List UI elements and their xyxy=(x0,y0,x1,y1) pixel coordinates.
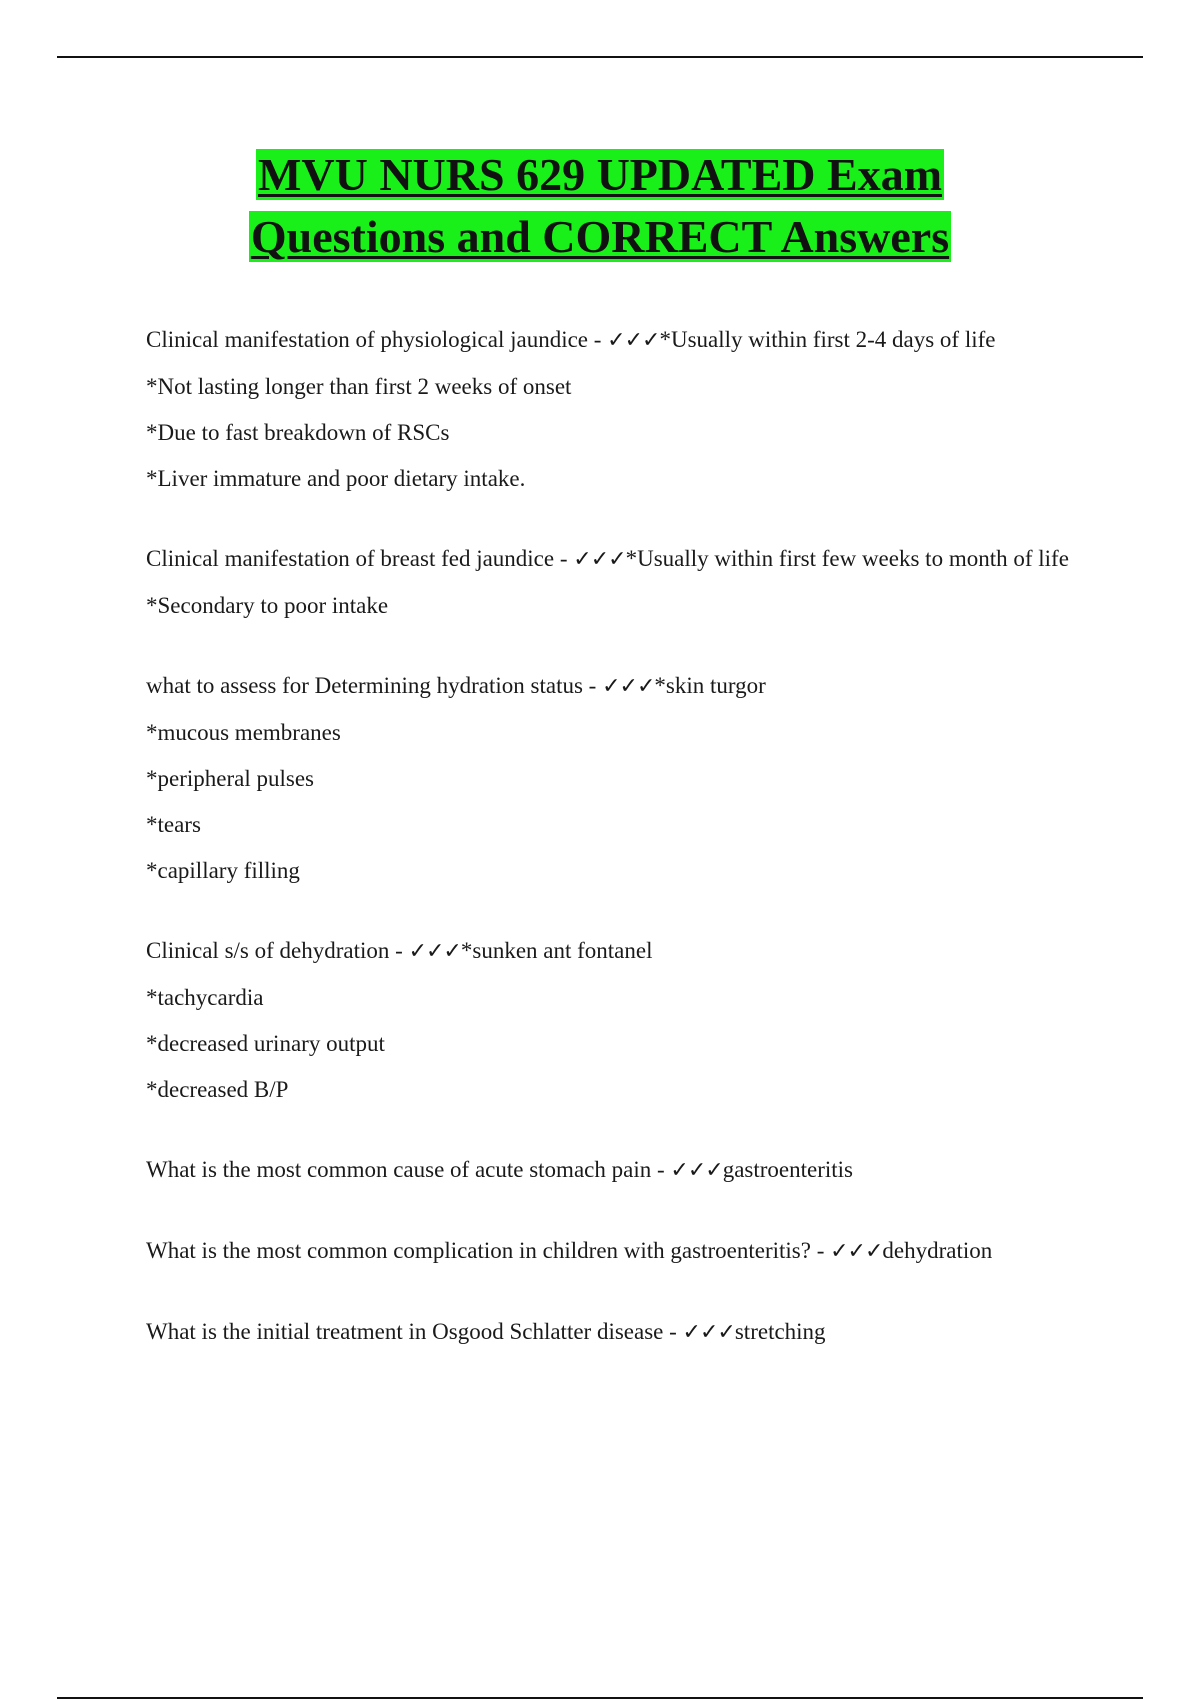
bottom-rule xyxy=(57,1697,1143,1699)
title-line-1: MVU NURS 629 UPDATED Exam xyxy=(257,149,943,200)
check-marks-icon: ✓✓✓ xyxy=(408,939,461,964)
separator: - xyxy=(810,1238,831,1263)
answer-detail-line: *Not lasting longer than first 2 weeks of onset xyxy=(146,374,572,399)
separator: - xyxy=(588,327,608,352)
qa-question-line xyxy=(146,1236,1076,1267)
answer-detail-line: *decreased B/P xyxy=(146,1077,289,1102)
question-text: Clinical manifestation of physiological jaundice xyxy=(146,327,588,352)
qa-item xyxy=(146,325,1076,494)
qa-question-line xyxy=(146,936,1076,967)
top-rule xyxy=(57,56,1143,58)
answer-text: *Usually within first 2-4 days of life xyxy=(659,327,996,352)
answer-detail-line: *capillary filling xyxy=(146,858,300,883)
answer-detail-line: *peripheral pulses xyxy=(146,766,314,791)
document-title xyxy=(0,144,1200,268)
question-text: Clinical manifestation of breast fed jaundice xyxy=(146,546,555,571)
qa-item xyxy=(146,671,1076,886)
qa-item xyxy=(146,936,1076,1105)
qa-item xyxy=(146,1236,1076,1267)
qa-item xyxy=(146,544,1076,621)
title-line-2: Questions and CORRECT Answers xyxy=(250,211,950,262)
question-text: What is the most common complication in children with gastroenteritis? xyxy=(146,1238,811,1263)
qa-item xyxy=(146,1155,1076,1186)
qa-question-line xyxy=(146,1317,1076,1348)
check-marks-icon: ✓✓✓ xyxy=(830,1239,883,1264)
answer-text: stretching xyxy=(734,1319,826,1344)
qa-question-line xyxy=(146,325,1076,356)
qa-item xyxy=(146,1317,1076,1348)
qa-question-line xyxy=(146,671,1076,702)
answer-text: *sunken ant fontanel xyxy=(460,938,653,963)
check-marks-icon: ✓✓✓ xyxy=(682,1320,735,1345)
question-text: What is the initial treatment in Osgood Schlatter disease xyxy=(146,1319,664,1344)
check-marks-icon: ✓✓✓ xyxy=(607,328,660,353)
answer-detail-line: *mucous membranes xyxy=(146,720,341,745)
qa-question-line xyxy=(146,1155,1076,1186)
question-text: Clinical s/s of dehydration xyxy=(146,938,390,963)
qa-question-line xyxy=(146,544,1076,575)
separator: - xyxy=(582,673,603,698)
separator: - xyxy=(554,546,574,571)
answer-detail-line: *tears xyxy=(146,812,201,837)
qa-list xyxy=(146,325,1076,1398)
check-marks-icon: ✓✓✓ xyxy=(573,547,626,572)
answer-detail-line: *decreased urinary output xyxy=(146,1031,385,1056)
answer-detail-line: *Due to fast breakdown of RSCs xyxy=(146,420,450,445)
separator: - xyxy=(389,938,409,963)
answer-detail-line: *Secondary to poor intake xyxy=(146,593,389,618)
separator: - xyxy=(663,1319,683,1344)
answer-text: *skin turgor xyxy=(654,673,766,698)
answer-text: gastroenteritis xyxy=(722,1157,853,1182)
answer-text: *Usually within first few weeks to month of life xyxy=(625,546,1069,571)
answer-detail-line: *tachycardia xyxy=(146,985,264,1010)
check-marks-icon: ✓✓✓ xyxy=(670,1158,723,1183)
separator: - xyxy=(651,1157,671,1182)
answer-detail-line: *Liver immature and poor dietary intake. xyxy=(146,466,526,491)
check-marks-icon: ✓✓✓ xyxy=(602,674,655,699)
question-text: what to assess for Determining hydration status xyxy=(146,673,583,698)
answer-text: dehydration xyxy=(882,1238,993,1263)
question-text: What is the most common cause of acute stomach pain xyxy=(146,1157,652,1182)
